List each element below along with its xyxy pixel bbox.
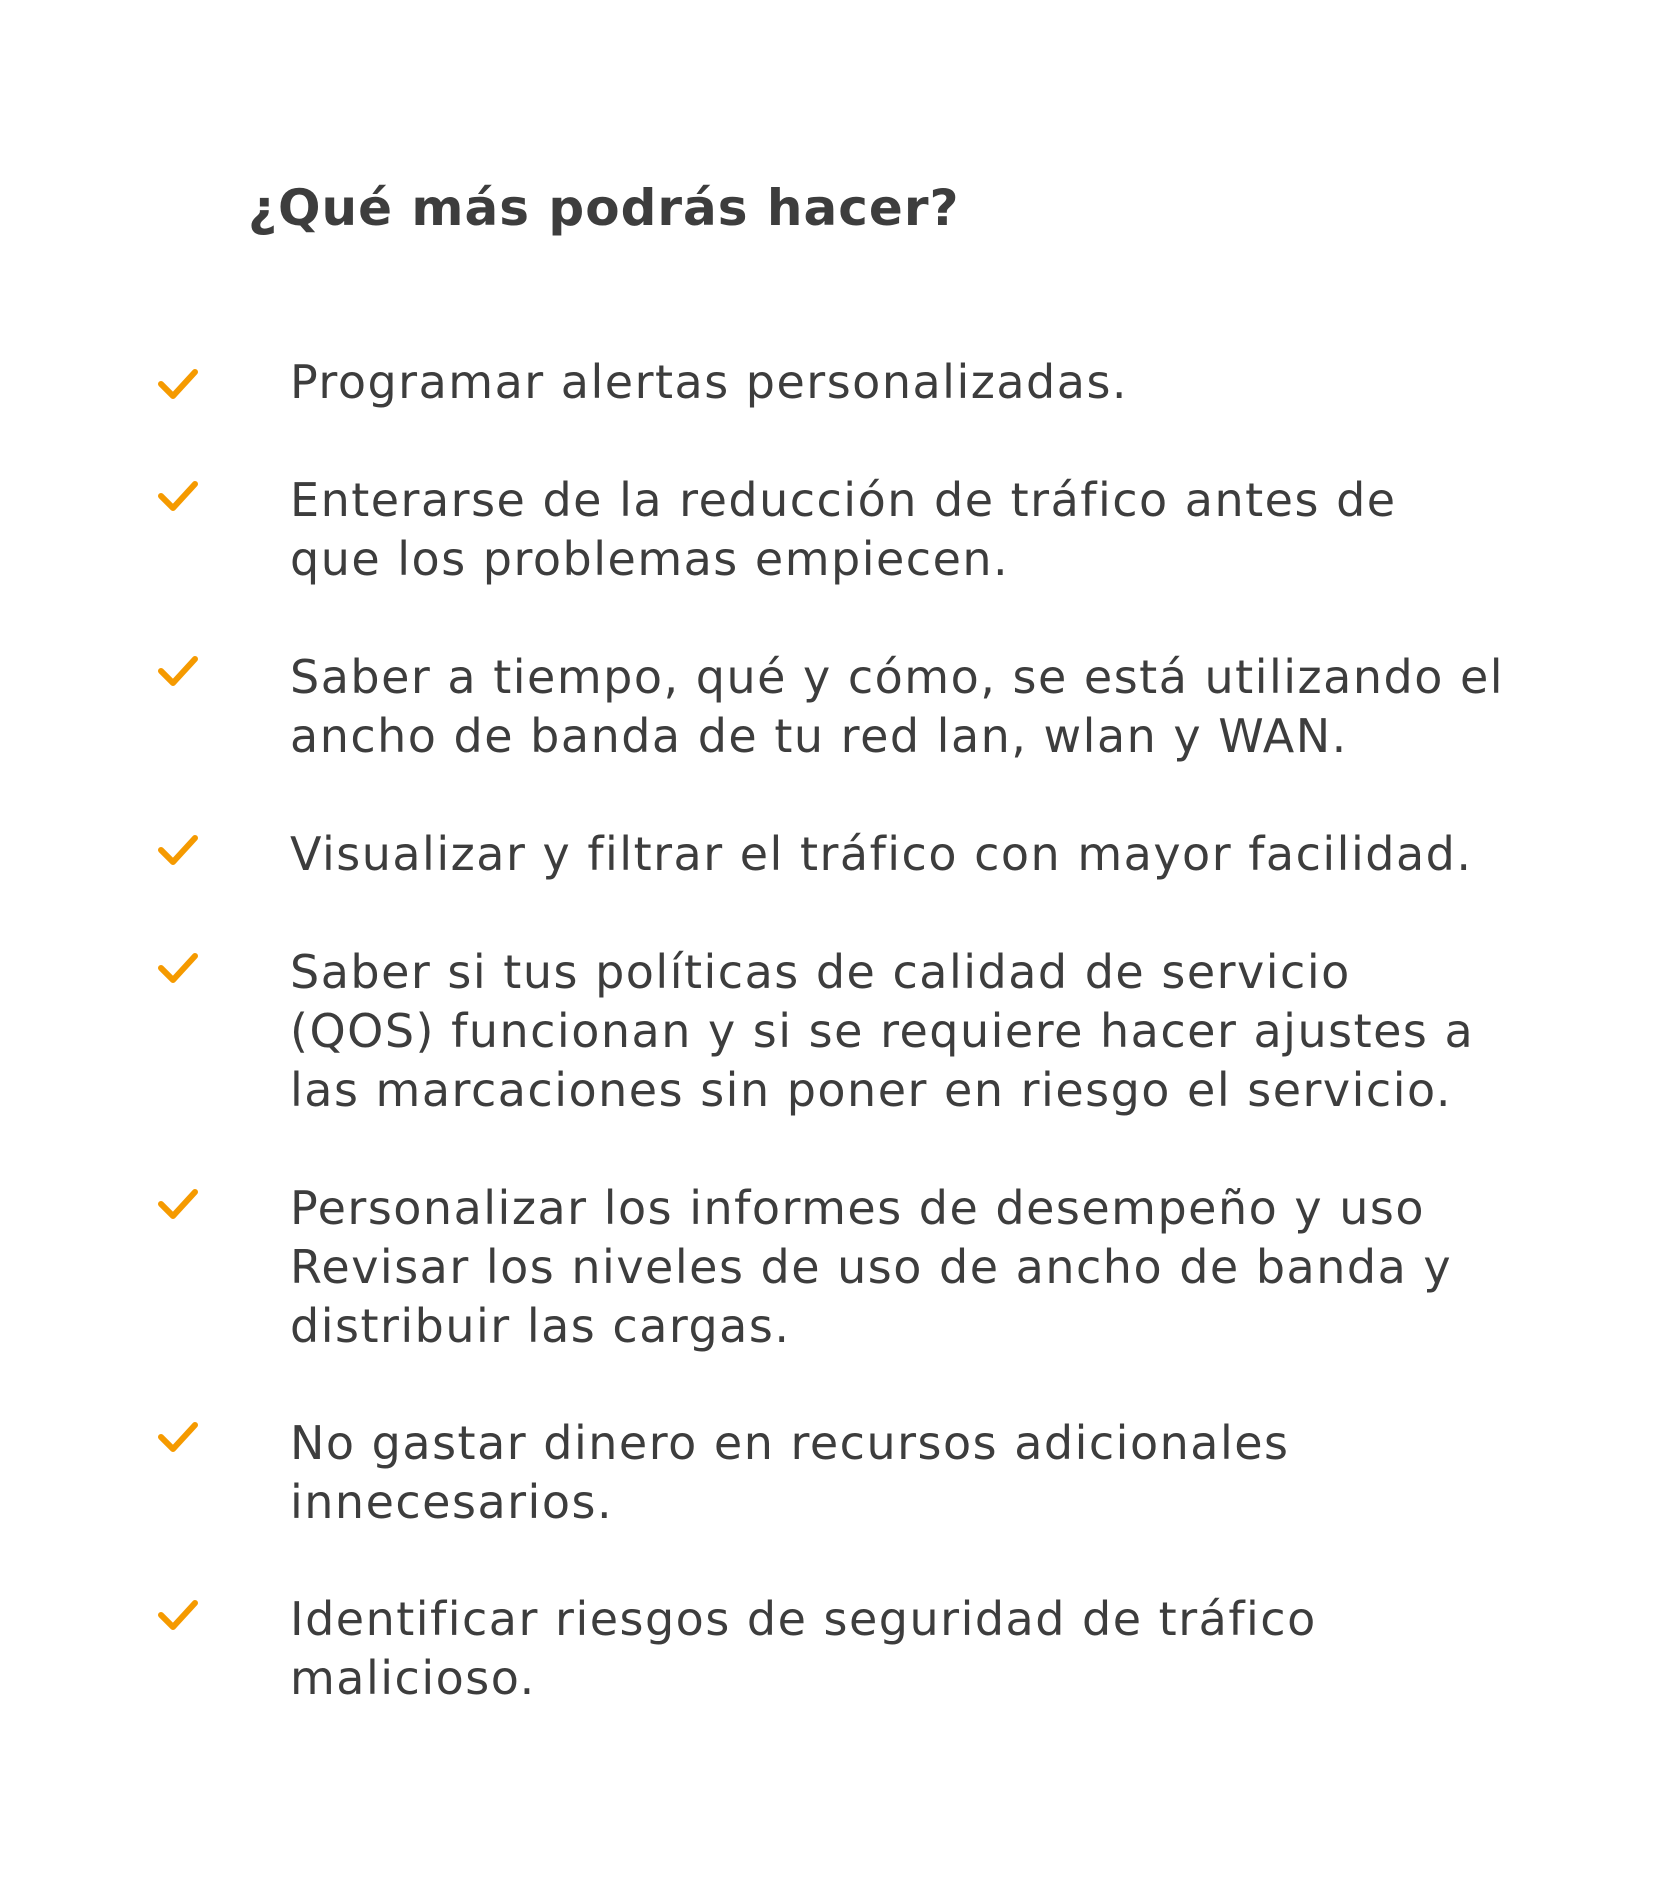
- check-icon: [155, 1185, 201, 1223]
- list-item-text: Saber a tiempo, qué y cómo, se está utilizando el ancho de banda de tu red lan, wlan y WAN.: [290, 650, 1505, 763]
- check-icon: [155, 831, 201, 869]
- page-title: ¿Qué más podrás hacer?: [248, 179, 960, 237]
- list-item-text: Visualizar y filtrar el tráfico con mayor facilidad.: [290, 827, 1473, 881]
- list-item-text: Enterarse de la reducción de tráfico antes de que los problemas empiecen.: [290, 473, 1397, 586]
- check-icon: [155, 477, 201, 515]
- list-item-text: Programar alertas personalizadas.: [290, 355, 1129, 409]
- list-item-text: Saber si tus políticas de calidad de servicio (QOS) funcionan y si se requiere hacer ajustes a las marcaciones sin poner en riesgo el servicio.: [290, 945, 1475, 1117]
- list-item-text: No gastar dinero en recursos adicionales innecesarios.: [290, 1416, 1290, 1529]
- check-icon: [155, 1596, 201, 1634]
- list-item-text: Identificar riesgos de seguridad de tráfico malicioso.: [290, 1592, 1317, 1705]
- list-item-text: Personalizar los informes de desempeño y uso Revisar los niveles de uso de ancho de banda y distribuir las cargas.: [290, 1181, 1453, 1353]
- check-icon: [155, 652, 201, 690]
- check-icon: [155, 1418, 201, 1456]
- check-icon: [155, 365, 201, 403]
- check-icon: [155, 949, 201, 987]
